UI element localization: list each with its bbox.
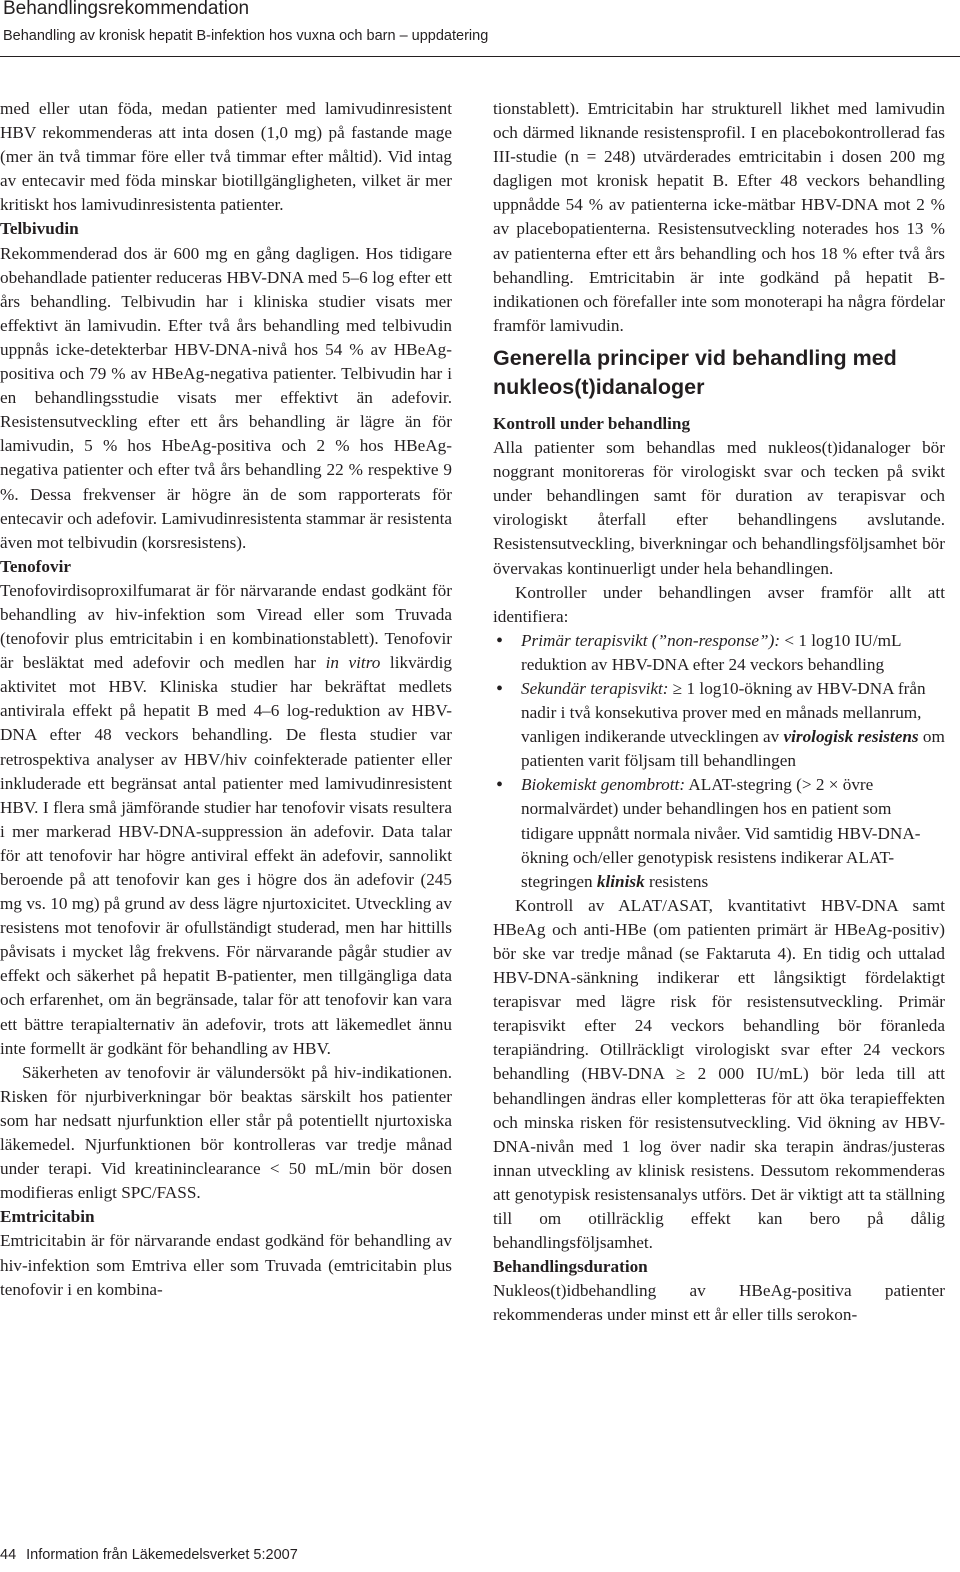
emtricitabin-paragraph: Emtricitabin är för närvarande endast godkänd för behandling av hiv-infektion som Emtriva eller som Truvada (emtricitabin plus tenofovir i en kombina- — [0, 1231, 452, 1299]
list-item-text: ALAT-stegring (> 2 × övre normalvärdet) under behandlingen hos en patient som tidigare uppnått normala nivåer. Vid samtidig HBV-DNA-ökning och/eller genotypisk resistens indikerar ALAT-stegringen — [521, 775, 921, 891]
emtricitabin-continuation-paragraph: tionstablett). Emtricitabin har strukturell likhet med lamivudin och därmed liknande resistensprofil. I en placebokontrollerad fas III-studie (n = 248) utvärderades emtricitabin i dosen 200 mg dagligen mot kronisk hepatit B. Efter 48 veckors behandling uppnådde 54 % av patienterna icke-mätbar HBV-DNA mot 2 % av placebopatienterna. Resistensutveckling noterades hos 13 % av patienterna efter ett års behandling och hos 18 % efter två års behandling. Emtricitabin är inte godkänd på hepatit B-indikationen och förefaller inte som monoterapi ha några fördelar framför lamivudin. — [493, 99, 945, 335]
tenofovir-safety-paragraph: Säkerheten av tenofovir är välundersökt på hiv-indikationen. Risken för njurbiverkningar bör beaktas särskilt hos patienter som har nedsatt njurfunktion eller står på potentiellt njurtoxiska läkemedel. Njurfunktionen bör kontrolleras var tredje månad under terapi. Vid kreatininclearance < 50 mL/min bör dosen modifieras enligt SPC/FASS. — [0, 1062, 452, 1203]
emtricitabin-heading: Emtricitabin — [0, 1207, 95, 1227]
tenofovir-text-part-2: likvärdig aktivitet mot HBV. Kliniska studier har bekräftat medlets antivirala effekt på hepatit B med 4–6 log-reduktion av HBV-DNA efter 48 veckors behandling. De flesta studier var retrospektiva analyser av HBV/hiv coinfekterade patienter eller inkluderade ett begränsat antal patienter med lamivudinresistent HBV. I flera små jämförande studier har tenofovir visats resultera i mer markerad HBV-DNA-suppression än adefovir. Data talar för att tenofovir har högre antiviral effekt än adefovir, sannolikt beroende på att tenofovir kan ges i högre dos än adefovir (245 mg vs. 10 mg) på grund av dess lägre njurtoxicitet. Utveckling av resistens mot tenofovir är ofullständigt studerad, men har hittills påvisats i mycket låg frekvens. För närvarande pågår studier av effekt och säkerhet på hepatit B-patienter, men tillgängliga data och erfarenhet, om än begränsade, talar för att tenofovir kan vara ett bättre terapialternativ än adefovir, trots att läkemedlet ännu inte formellt är godkänt för behandling av HBV. — [0, 653, 452, 1058]
list-item-text: ≥ 1 log10-ökning av HBV-DNA från nadir i två konsekutiva prover med en månads mellanrum, vanligen indikerande utvecklingen av — [521, 678, 926, 747]
tenofovir-text-part-1: Tenofovirdisoproxilfumarat är för närvarande endast godkänt för behandling av hiv-infektion som Viread eller som Truvada (tenofovir plus emtricitabin i en kombinationstablett). Tenofovir är besläktat med adefovir och medlen har — [0, 580, 452, 673]
list-item-biochemical-breakthrough — [493, 773, 945, 893]
list-item-text: < 1 log10 IU/mL reduktion av HBV-DNA efter 24 veckors behandling — [521, 630, 901, 674]
section-heading-general-principles: Generella principer vid behandling med nukleos(t)idanaloger — [493, 345, 897, 399]
duration-paragraph: Nukleos(t)idbehandling av HBeAg-positiva patienter rekommenderas under minst ett år eller tills serokon- — [493, 1281, 945, 1325]
treatment-failure-list — [493, 629, 945, 894]
list-item-lead: Primär terapisvikt (”non-response”): — [521, 630, 781, 650]
document-subtitle: Behandling av kronisk hepatit B-infektion hos vuxna och barn – uppdatering — [3, 28, 489, 44]
lab-control-paragraph: Kontroll av ALAT/ASAT, kvantitativt HBV-DNA samt HBeAg och anti-HBe (om patienten primärt är HBeAg-positiv) bör ske var tredje månad (se Faktaruta 4). En tidig och uttalad HBV-DNA-sänkning indikerar ett långsiktigt fördelaktigt terapisvar med lägre risk för resistensutveckling. Primär terapisvikt efter 24 veckors behandling bör föranleda terapiändring. Otillräckligt virologiskt svar efter 24 veckors behandling (HBV-DNA ≥ 2 000 IU/mL) bör leda till att behandlingen ändras eller kompletteras för att öka terapieffekten och minska risken för resistensutveckling. Vid ökning av HBV-DNA-nivån med 1 log över nadir ska terapin ändras/justeras innan utveckling av klinisk resistens. Dessutom rekommenderas att genotypisk resistensanalys utförs. Det är viktigt att ta ställning till om otillräcklig effekt kan bero på dålig behandlingsföljsamhet. — [493, 895, 945, 1253]
right-column — [493, 97, 945, 1328]
monitoring-intro-paragraph: Kontroller under behandlingen avser framför allt att identifiera: — [493, 582, 945, 626]
page-header — [0, 0, 960, 60]
tenofovir-paragraph — [0, 579, 452, 1061]
tenofovir-heading: Tenofovir — [0, 556, 71, 576]
list-item-lead: Sekundär terapisvikt: — [521, 678, 669, 698]
in-vitro-italic: in vitro — [325, 653, 381, 673]
duration-heading: Behandlingsduration — [493, 1257, 648, 1277]
left-column — [0, 97, 452, 1302]
list-item-emphasis: virologisk resistens — [783, 727, 919, 747]
list-item-tail: om patienten varit följsam till behandlingen — [521, 727, 945, 771]
page-footer — [0, 1547, 298, 1563]
list-item-secondary-failure — [493, 677, 945, 773]
header-divider — [0, 56, 960, 57]
list-item-emphasis: klinisk — [596, 871, 645, 891]
telbivudin-paragraph: Rekommenderad dos är 600 mg en gång dagligen. Hos tidigare obehandlade patienter reduceras HBV-DNA med 5–6 log efter ett års behandling. Telbivudin har i kliniska studier visats mer effektivt än lamivudin. Efter två års behandling med telbivudin uppnås icke-detekterbar HBV-DNA-nivå hos 54 % av HBeAg-positiva och 79 % av HBeAg-negativa patienter. Telbivudin har i en behandlingsstudie visats mer effektivt än adefovir. Resistensutveckling efter ett års behandling är lägre än för lamivudin, 5 % hos HbeAg-positiva och 2 % hos HBeAg-negativa patienter och efter två års behandling 22 % respektive 9 %. Dessa frekvenser är högre än de som rapporterats för entecavir och adefovir. Lamivudinresistenta stammar är resistenta även mot telbivudin (korsresistens). — [0, 243, 452, 552]
list-item-primary-failure — [493, 629, 945, 677]
document-type-title: Behandlingsrekommendation — [3, 0, 250, 19]
list-item-lead: Biokemiskt genombrott: — [521, 775, 686, 795]
monitoring-heading: Kontroll under behandling — [493, 413, 691, 433]
page-number: 44 — [0, 1547, 17, 1563]
telbivudin-heading: Telbivudin — [0, 219, 79, 239]
publication-name: Information från Läkemedelsverket 5:2007 — [26, 1547, 298, 1563]
monitoring-paragraph: Alla patienter som behandlas med nukleos(t)idanaloger bör noggrant monitoreras för virologiskt svar och tecken på svikt under behandlingen samt för duration av terapisvar och virologiskt återfall efter behandlingens avslutande. Resistensutveckling, biverkningar och behandlingsföljsamhet bör övervakas kontinuerligt under hela behandlingen. — [493, 438, 945, 578]
list-item-tail: resistens — [644, 871, 709, 891]
entecavir-continuation-paragraph: med eller utan föda, medan patienter med lamivudinresistent HBV rekommenderas att inta dosen (1,0 mg) på fastande mage (mer än två timmar före eller två timmar efter måltid). Vid intag av entecavir med föda minskar biotillgängligheten, vilket är mer kritiskt hos lamivudinresistenta patienter. — [0, 99, 452, 215]
